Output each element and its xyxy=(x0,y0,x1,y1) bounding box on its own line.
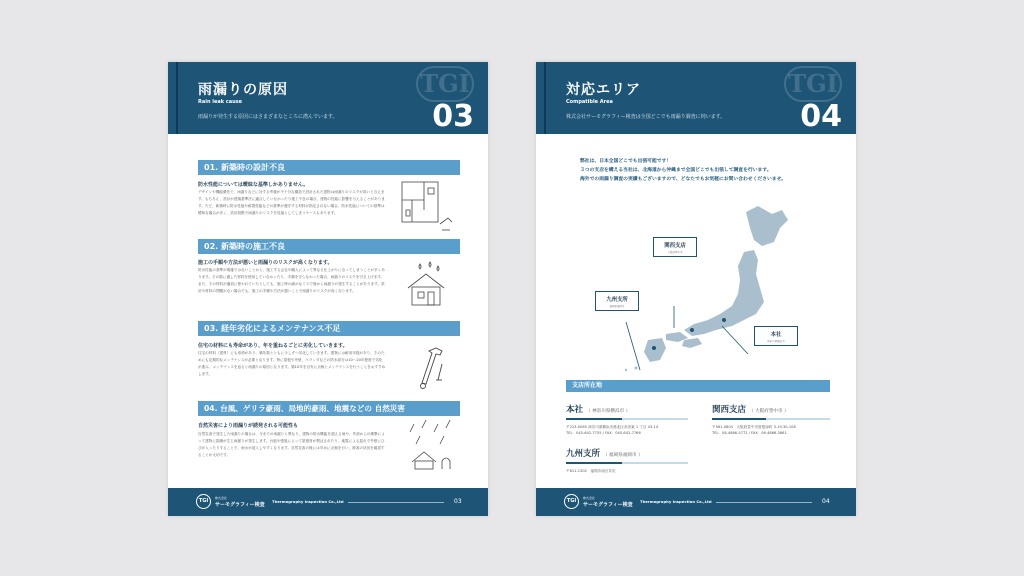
company-name-en: Thermography Inspection Co.,Ltd xyxy=(640,499,712,504)
house-rain-illustration xyxy=(402,260,452,308)
service-intro xyxy=(580,157,842,184)
branch-name-honsha xyxy=(566,403,630,415)
branch-area: （ 福岡県福岡市 ） xyxy=(602,453,643,458)
intro-line: 海外での雨漏り調査の実績もございますので、どなたでもお気軽にお問い合わせくださいませ。 xyxy=(580,177,787,182)
floor-plan-illustration xyxy=(398,180,454,232)
footer-divider xyxy=(348,502,444,503)
branch-area: （ 大阪府豊中市 ） xyxy=(748,409,789,414)
callout-area: 福岡県福岡市 xyxy=(609,305,625,308)
storm-illustration xyxy=(406,418,458,470)
tools-illustration xyxy=(414,344,454,392)
map-callout-kansai xyxy=(653,237,697,257)
address-line: 〒561-0804 大阪府豊中市曽根南町 3-19-30-108 xyxy=(712,425,796,429)
callout-name: 九州支所 xyxy=(606,297,628,303)
callout-name: 本社 xyxy=(770,332,782,338)
section-text-04: 自然災害で発生した雨漏りの場合は、今までの雨漏りと異なり、建物の防水機能を超える雨や、外部からの衝撃によって建物に損傷が生じ雨漏りが発生します。台風や強風によって屋根材が飛ばされたり、地震による揺れで外壁にひびが入ったりすることで、雨水が浸入しやすくなります。自然災害の後には早めに点検を行い、被害の状況を確認することが大切です。 xyxy=(198,432,385,457)
callout-area: 大阪府豊中市 xyxy=(667,251,683,254)
branch-rule xyxy=(712,418,830,420)
address-line: 〒811-1302 福岡市南区井尻 xyxy=(566,469,616,473)
page-subtitle: Compatible Area xyxy=(566,99,613,105)
company-name: サーモグラフィー検査 xyxy=(583,502,633,508)
page-footer xyxy=(168,488,488,516)
section-title-03: 03. 経年劣化によるメンテナンス不足 xyxy=(198,321,460,336)
map-callout-honsha xyxy=(754,326,798,346)
branch-name-kyushu xyxy=(566,447,643,459)
header-accent xyxy=(544,62,546,134)
page-title: 雨漏りの原因 xyxy=(198,82,288,98)
section-text-01: デザインや機能優先で、雨漏りなどに対する考慮が不十分な構造で設計された建物は雨漏りのリスクが高いと言えます。もちろん、設計が建築基準法に適合していなかったり施工不良の場合、建物の性能に影響を与えることがあります。ただ、新築時に防水性能や耐震性能などの基準が遵守する材料が指定されない場合、防水性能についての基準は曖昧な場合が多く、設計段階で雨漏りのリスクを見落としてしまうケースもあります。 xyxy=(198,190,385,215)
page-header xyxy=(536,62,856,134)
company-name: サーモグラフィー検査 xyxy=(215,502,265,508)
map-callout-kyushu xyxy=(595,291,639,311)
header-accent xyxy=(176,62,178,134)
branch-section-title: 支店所在地 xyxy=(566,380,830,392)
company-type: 株式会社 xyxy=(583,496,596,500)
branch-address-kyushu xyxy=(566,468,616,474)
intro-line: ３つの支店を構える当社は、北海道から沖縄まで全国どこでも出張して調査を行います。 xyxy=(580,168,772,173)
branch-rule xyxy=(566,462,688,464)
page-title: 対応エリア xyxy=(566,82,641,98)
section-text-02: 防水性能の基準が明確ではないことから、施工する会社や職人によって異なる仕上がりになってしまうことが多くあります。その際に適した材料を使用していなかったり、手順を守らなかった場合、雨漏りのリスクを引き上げます。また、その材料が適切に使われていたとしても、施工時の細かなミスで後から雨漏りが発生することがあります。設計や材料の問題がない場合でも、施工の手順や方法が悪いことで雨漏りのリスクが高くなります。 xyxy=(198,268,385,293)
section-heading-04: 自然災害により雨漏りが誘発される可能性も xyxy=(198,423,299,429)
page-subtitle: Rain leak cause xyxy=(198,99,243,105)
page-rain-leak-causes xyxy=(168,62,488,516)
branch-address-honsha xyxy=(566,424,658,436)
branch-name: 九州支所 xyxy=(566,449,601,459)
page-number-large: 04 xyxy=(800,99,842,134)
footer-page-number: 03 xyxy=(454,498,462,505)
phone-line: TEL：06-4866-5772 / FAX：06-4866-5861 xyxy=(712,431,787,435)
intro-line: 弊社は、日本全国どこでも出張可能です！ xyxy=(580,159,672,164)
page-description: 雨漏りが発生する原因にはさまざまなところに潜んでいます。 xyxy=(198,114,338,120)
branch-name: 本社 xyxy=(566,405,584,415)
section-heading-03: 住宅の材料にも寿命があり、年を重ねるごとに劣化していきます。 xyxy=(198,343,348,349)
watermark-logo: TGI xyxy=(416,66,474,102)
section-heading-02: 施工の手順や方法が悪いと雨漏りのリスクが高くなります。 xyxy=(198,260,333,266)
branch-area: （ 神奈川県横浜市 ） xyxy=(585,409,631,414)
page-service-area xyxy=(536,62,856,516)
address-line: 〒223-0065 神奈川県横浜市港北区高田東 1 丁目 43-14 xyxy=(566,425,659,429)
section-title-01: 01. 新築時の設計不良 xyxy=(198,160,460,175)
company-logo: TGI xyxy=(196,494,211,509)
branch-name: 関西支店 xyxy=(712,405,747,415)
section-text-03: 住宅の材料（建材）にも寿命があり、築年数とともに少しずつ劣化していきます。建物には耐用年数があり、そのためにも定期的なメンテナンスが必要となります。特に屋根や外壁、ベランダなどの防水部分は10〜20年程度で劣化が進み、メンテナンスを怠ると雨漏りの原因となります。築10年を目安に点検とメンテナンスを行うことをおすすめします。 xyxy=(198,351,386,376)
callout-name: 関西支店 xyxy=(664,243,686,249)
page-description: 株式会社サーモグラフィー検査は全国どこでも雨漏り調査に伺います。 xyxy=(566,114,726,120)
company-name-en: Thermography Inspection Co.,Ltd xyxy=(272,499,344,504)
page-footer xyxy=(536,488,856,516)
branch-address-kansai xyxy=(712,424,796,436)
section-heading-01: 防水性能については曖昧な基準しかありません。 xyxy=(198,182,309,188)
footer-page-number: 04 xyxy=(822,498,830,505)
branch-name-kansai xyxy=(712,403,789,415)
page-number-large: 03 xyxy=(432,99,474,134)
japan-map xyxy=(596,202,796,372)
branch-rule xyxy=(566,418,688,420)
page-header xyxy=(168,62,488,134)
company-logo: TGI xyxy=(564,494,579,509)
callout-area: 神奈川県横浜市 xyxy=(767,340,785,343)
footer-divider xyxy=(716,502,812,503)
company-type: 株式会社 xyxy=(215,496,228,500)
phone-line: TEL：045-642-7755 / FAX：045-642-7766 xyxy=(566,431,641,435)
section-title-02: 02. 新築時の施工不良 xyxy=(198,239,460,254)
watermark-logo: TGI xyxy=(784,66,842,102)
section-title-04: 04. 台風、ゲリラ豪雨、局地的豪雨、地震などの 自然災害 xyxy=(198,401,460,416)
